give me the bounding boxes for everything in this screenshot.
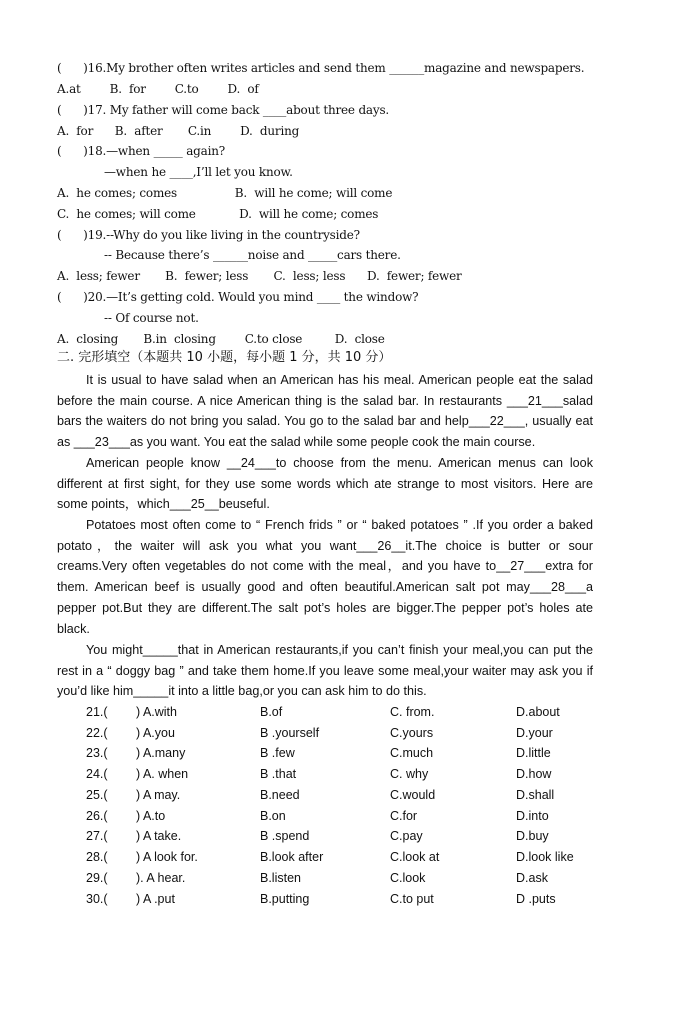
option-c: C.would — [390, 788, 436, 802]
option-number: 25.( — [86, 788, 108, 802]
passage-paragraph-2: American people know __24___to choose from the menu. American menus can look different at first sight, for they use some words which ate strange to most visitors. Here are some points，which___25__beuseful. — [57, 456, 593, 512]
option-d: D.buy — [516, 829, 549, 843]
option-a: ). A hear. — [136, 871, 186, 885]
option-d: D.shall — [516, 788, 555, 802]
option-b: B.on — [260, 809, 286, 823]
question-16-stem: ( )16.My brother often writes articles and send them ______magazine and newspapers. — [57, 61, 585, 75]
question-17-options: A. for B. after C.in D. during — [57, 124, 300, 138]
option-a: ) A may. — [136, 788, 181, 802]
option-c: C.look — [390, 871, 426, 885]
question-18-reply: —when he ____,I’ll let you know. — [104, 165, 293, 179]
question-17-stem: ( )17. My father will come back ____about three days. — [57, 103, 390, 117]
option-d: D.how — [516, 767, 552, 781]
option-c: C.yours — [390, 726, 434, 740]
option-number: 30.( — [86, 892, 108, 906]
option-a: ) A.with — [136, 705, 177, 719]
option-number: 29.( — [86, 871, 108, 885]
option-number: 28.( — [86, 850, 108, 864]
option-b: B .yourself — [260, 726, 320, 740]
option-b: B .spend — [260, 829, 310, 843]
option-a: ) A.to — [136, 809, 166, 823]
option-number: 22.( — [86, 726, 108, 740]
option-row — [0, 806, 688, 826]
section-heading: 二. 完形填空（本题共 10 小题，每小题 1 分，共 10 分） — [57, 350, 392, 365]
option-a: ) A take. — [136, 829, 182, 843]
option-a: ) A .put — [136, 892, 175, 906]
option-c: C. from. — [390, 705, 435, 719]
option-row — [0, 785, 688, 805]
option-b: B.look after — [260, 850, 324, 864]
option-d: D.ask — [516, 871, 548, 885]
option-c: C.for — [390, 809, 418, 823]
option-a: ) A.many — [136, 746, 186, 760]
option-row — [0, 868, 688, 888]
option-number: 23.( — [86, 746, 108, 760]
passage-paragraph-3: Potatoes most often come to “ French frids ” or “ baked potatoes ” .If you order a baked potato，the waiter will ask you what you want___26__it.The choice is butter or sour creams.Very often vegetables do not come with the meal，and you have to__27___extra for them. American beef is usually good and often beautiful.American salt pot may___28___a pepper pot.But they are different.The salt pot’s holes are bigger.The pepper pot’s holes ate black. — [57, 518, 593, 636]
option-b: B.of — [260, 705, 283, 719]
option-number: 24.( — [86, 767, 108, 781]
question-19-options: A. less; fewer B. fewer; less C. less; less D. fewer; fewer — [57, 269, 462, 283]
question-19-reply: -- Because there’s ______noise and _____cars there. — [104, 248, 401, 262]
option-d: D.about — [516, 705, 560, 719]
question-16-options: A.at B. for C.to D. of — [57, 82, 259, 96]
question-19-stem: ( )19.--Why do you like living in the countryside? — [57, 228, 360, 242]
option-row — [0, 764, 688, 784]
question-20-stem: ( )20.—It’s getting cold. Would you mind ____ the window? — [57, 290, 419, 304]
option-a: ) A look for. — [136, 850, 198, 864]
option-c: C.pay — [390, 829, 423, 843]
question-20-options: A. closing B.in closing C.to close D. close — [57, 332, 385, 346]
option-row — [0, 723, 688, 743]
option-a: ) A. when — [136, 767, 189, 781]
option-b: B.need — [260, 788, 300, 802]
question-18-options-cd: C. he comes; will come D. will he come; comes — [57, 207, 379, 221]
option-number: 21.( — [86, 705, 108, 719]
passage-paragraph-1: It is usual to have salad when an American has his meal. American people eat the salad before the main course. A nice American thing is the salad bar. In restaurants ___21___salad bars the waiters do not bring you salad. You go to the salad bar and help___22___, usually eat as ___23___as you want. You eat the salad while some people cook the main course. — [57, 373, 593, 450]
option-d: D.look like — [516, 850, 574, 864]
question-18-options-ab: A. he comes; comes B. will he come; will come — [57, 186, 393, 200]
option-a: ) A.you — [136, 726, 175, 740]
option-c: C.look at — [390, 850, 440, 864]
option-b: B.putting — [260, 892, 310, 906]
option-number: 27.( — [86, 829, 108, 843]
option-d: D .puts — [516, 892, 556, 906]
option-c: C. why — [390, 767, 429, 781]
option-d: D.into — [516, 809, 549, 823]
option-row — [0, 743, 688, 763]
option-c: C.to put — [390, 892, 434, 906]
option-row — [0, 826, 688, 846]
option-b: B .that — [260, 767, 297, 781]
option-d: D.little — [516, 746, 551, 760]
option-c: C.much — [390, 746, 434, 760]
option-number: 26.( — [86, 809, 108, 823]
option-d: D.your — [516, 726, 553, 740]
option-row — [0, 702, 688, 722]
option-b: B.listen — [260, 871, 301, 885]
question-20-reply: -- Of course not. — [104, 311, 199, 325]
question-18-stem: ( )18.—when _____ again? — [57, 144, 225, 158]
option-b: B .few — [260, 746, 295, 760]
option-row — [0, 847, 688, 867]
passage-paragraph-4: You might_____that in American restaurants,if you can’t finish your meal,you can put the rest in a “ doggy bag ” and take them home.If you leave some meal,your waiter may ask you if you’d like him_____it into a little bag,or you can ask him to do this. — [57, 643, 593, 699]
option-row — [0, 889, 688, 909]
